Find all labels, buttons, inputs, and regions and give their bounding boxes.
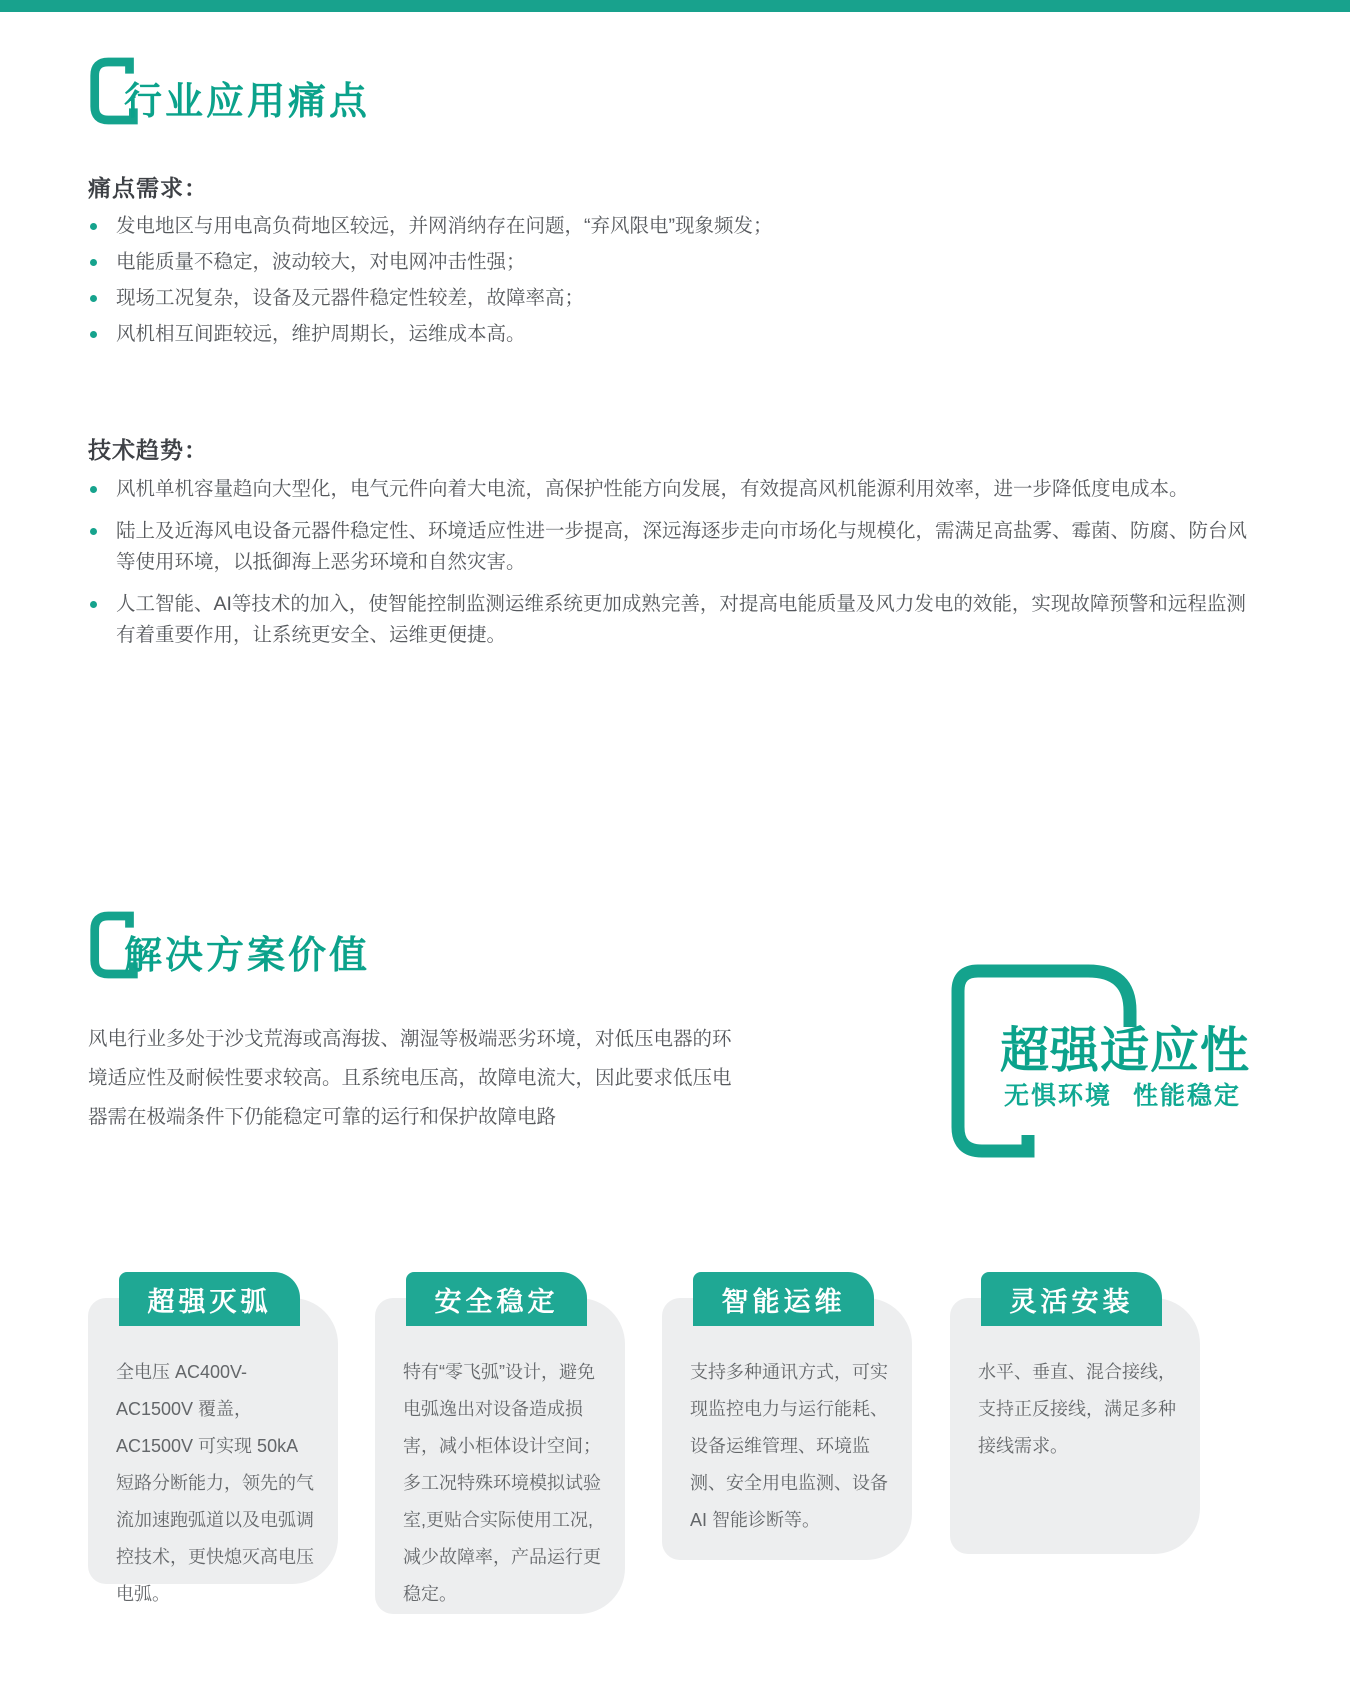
feature-card <box>662 1286 912 1560</box>
tech-trend-list <box>88 474 1248 651</box>
list-item <box>88 516 1248 578</box>
list-item <box>88 247 1248 278</box>
feature-card <box>950 1286 1200 1554</box>
list-item <box>88 283 1248 314</box>
bullet-text: 人工智能、AI等技术的加入，使智能控制监测运维系统更加成熟完善，对提高电能质量及风力发电的效能，实现故障预警和远程监测有着重要作用，让系统更安全、运维更便捷。 <box>116 593 1246 646</box>
feature-card-title-badge: 灵活安装 <box>981 1272 1162 1326</box>
feature-card <box>375 1286 625 1614</box>
list-item <box>88 589 1248 651</box>
bullet-text: 发电地区与用电高负荷地区较远，并网消纳存在问题，“弃风限电”现象频发； <box>116 215 773 237</box>
callout-headline: 超强适应性 <box>1000 1024 1251 1078</box>
top-accent-bar <box>0 0 1350 12</box>
bullet-text: 风机相互间距较远，维护周期长，运维成本高。 <box>116 323 526 345</box>
bullet-dot-icon <box>90 528 97 535</box>
bullet-dot-icon <box>90 259 97 266</box>
feature-card-body: 水平、垂直、混合接线，支持正反接线，满足多种接线需求。 <box>978 1362 1176 1456</box>
bullet-text: 电能质量不稳定，波动较大，对电网冲击性强； <box>116 251 526 273</box>
feature-card-title-badge: 超强灭弧 <box>119 1272 300 1326</box>
bullet-dot-icon <box>90 295 97 302</box>
solution-paragraph: 风电行业多处于沙戈荒海或高海拔、潮湿等极端恶劣环境，对低压电器的环境适应性及耐候性要求较高。且系统电压高，故障电流大，因此要求低压电器需在极端条件下仍能稳定可靠的运行和保护故障电路 <box>88 1028 732 1128</box>
pain-demand-list <box>88 211 1248 350</box>
list-item <box>88 211 1248 242</box>
feature-card-title-badge: 安全稳定 <box>406 1272 587 1326</box>
bullet-dot-icon <box>90 331 97 338</box>
feature-card <box>88 1286 338 1604</box>
bullet-text: 陆上及近海风电设备元器件稳定性、环境适应性进一步提高，深远海逐步走向市场化与规模化，需满足高盐雾、霉菌、防腐、防台风等使用环境，以抵御海上恶劣环境和自然灾害。 <box>116 520 1248 573</box>
tech-trend-heading: 技术趋势： <box>88 437 208 463</box>
bullet-dot-icon <box>90 223 97 230</box>
list-item <box>88 474 1248 505</box>
feature-card-body: 全电压 AC400V-AC1500V 覆盖，AC1500V 可实现 50kA 短路分断能力，领先的气流加速跑弧道以及电弧调控技术，更快熄灭高电压电弧。 <box>116 1362 314 1604</box>
section-title-solution-value: 解决方案价值 <box>124 935 371 977</box>
bullet-text: 现场工况复杂，设备及元器件稳定性较差，故障率高； <box>116 287 585 309</box>
feature-card-title-badge: 智能运维 <box>693 1272 874 1326</box>
bullet-text: 风机单机容量趋向大型化，电气元件向着大电流，高保护性能方向发展，有效提高风机能源利用效率，进一步降低度电成本。 <box>116 478 1189 500</box>
feature-card-body: 支持多种通讯方式，可实现监控电力与运行能耗、设备运维管理、环境监测、安全用电监测、设备 AI 智能诊断等。 <box>690 1362 888 1530</box>
bullet-dot-icon <box>90 486 97 493</box>
callout-subline: 无惧环境 性能稳定 <box>1004 1082 1241 1110</box>
list-item <box>88 319 1248 350</box>
section-title-pain-points: 行业应用痛点 <box>124 81 371 123</box>
feature-card-body: 特有“零飞弧”设计，避免电弧逸出对设备造成损害，减小柜体设计空间；多工况特殊环境模拟试验室,更贴合实际使用工况,减少故障率，产品运行更稳定。 <box>403 1362 601 1604</box>
pain-demand-heading: 痛点需求： <box>88 175 208 201</box>
bullet-dot-icon <box>90 601 97 608</box>
